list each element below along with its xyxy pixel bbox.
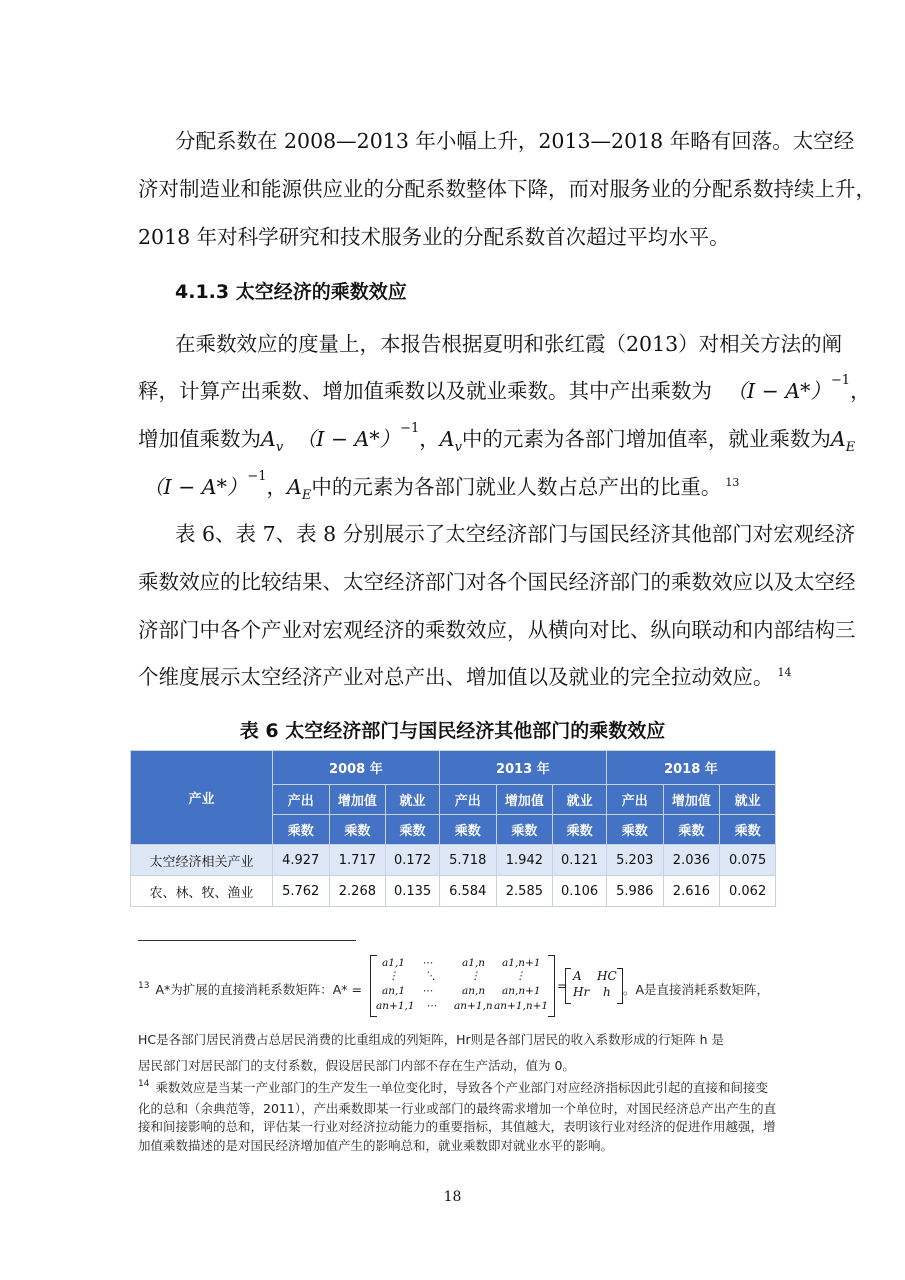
header-multiplier: 乘数 [720, 815, 776, 845]
matrix-entry: HC [597, 969, 617, 983]
av-subscript: v [454, 440, 462, 456]
header-multiplier: 乘数 [553, 815, 607, 845]
inverse-exponent: −1 [830, 373, 851, 388]
page-number: 18 [443, 1189, 462, 1205]
matrix-entry: an,1 [382, 985, 406, 997]
matrix-entry: A [573, 969, 582, 983]
para1-line3: 2018 年对科学研究和技术服务业的分配系数首次超过平均水平。 [138, 225, 730, 249]
header-output: 产出 [272, 785, 329, 815]
row-label: 农、林、牧、渔业 [131, 876, 273, 907]
para2-line3-text: 增加值乘数为 [138, 427, 261, 451]
ae-subscript: E [845, 440, 856, 456]
para2-line4 [143, 470, 739, 503]
table-cell: 0.062 [720, 876, 776, 907]
footnote-ref-13[interactable]: 13 [725, 476, 740, 489]
av-symbol: A [439, 427, 455, 451]
matrix-entry: a1,n [462, 957, 486, 969]
table-cell: 2.268 [329, 876, 386, 907]
comma: ， [419, 427, 440, 451]
value-added-formula: （I − A*） [295, 427, 401, 451]
header-value-added: 增加值 [496, 785, 553, 815]
table-cell: 5.762 [272, 876, 329, 907]
av-symbol: A [261, 427, 276, 451]
para1-line1: 分配系数在 2008—2013 年小幅上升，2013—2018 年略有回落。太空经 [175, 129, 855, 153]
para1-line2: 济对制造业和能源供应业的分配系数整体下降，而对服务业的分配系数持续上升， [138, 177, 876, 201]
para2-line2-text: 释，计算产出乘数、增加值乘数以及就业乘数。其中产出乘数为 [138, 379, 712, 403]
table-cell: 0.172 [386, 845, 440, 876]
ae-symbol: A [287, 475, 302, 499]
para3-line3: 济部门中各个产业对宏观经济的乘数效应，从横向对比、纵向联动和内部结构三 [138, 618, 856, 642]
para2-line4-text: 中的元素为各部门就业人数占总产出的比重。 [311, 475, 722, 499]
header-multiplier: 乘数 [663, 815, 720, 845]
matrix-entry: a1,n+1 [502, 957, 541, 969]
matrix-entry: ⋯ [422, 957, 433, 969]
footnote-number: 13 [138, 981, 150, 991]
table-row [131, 845, 776, 876]
inverse-exponent: −1 [400, 421, 420, 436]
header-year-2008: 2008 年 [272, 751, 439, 785]
av-subscript: v [275, 440, 284, 456]
table-cell: 2.036 [663, 845, 720, 876]
para2-line2 [138, 374, 871, 404]
matrix-entry: h [603, 985, 611, 999]
table-caption: 表 6 太空经济部门与国民经济其他部门的乘数效应 [239, 720, 666, 742]
para2-line1: 在乘数效应的度量上，本报告根据夏明和张红霞（2013）对相关方法的阐 [175, 332, 843, 356]
header-year-2013: 2013 年 [439, 751, 606, 785]
matrix-entry: Hr [573, 985, 590, 999]
comma: ， [850, 379, 871, 403]
header-output: 产出 [606, 785, 663, 815]
header-year-2018: 2018 年 [606, 751, 775, 785]
table-cell: 5.203 [606, 845, 663, 876]
header-value-added: 增加值 [663, 785, 720, 815]
header-output: 产出 [439, 785, 496, 815]
matrix-entry: ⋮ [515, 970, 526, 982]
para3-line2: 乘数效应的比较结果、太空经济部门对各个国民经济部门的乘数效应以及太空经 [138, 570, 856, 594]
matrix-entry: ⋱ [425, 970, 436, 982]
multiplier-table [130, 750, 776, 907]
header-multiplier: 乘数 [272, 815, 329, 845]
footnote-14-text: 乘数效应是当某一产业部门的生产发生一单位变化时，导致各个产业部门对应经济指标因此引起的直接和间接变化的总和（余典范等，2011），产出乘数即某一行业或部门的最终需求增加一个单位时，对国民经济总产出产生的直接和间接影响的总和，评估某一行业对经济拉动能力的重要指标，其值越大，表明该行业对经济的促进作用越强，增加值乘数描述的是对国民经济增加值产生的影响总和，就业乘数即对就业水平的影响。 [138, 1080, 777, 1153]
table-cell: 6.584 [439, 876, 496, 907]
output-multiplier-formula: （I − A*） [726, 379, 831, 403]
header-employment: 就业 [386, 785, 440, 815]
footnote-separator [138, 940, 356, 941]
footnote-13-lead-text: A*为扩展的直接消耗系数矩阵：A* = [155, 982, 363, 997]
matrix-entry: an+1,1 [376, 1000, 415, 1012]
para3-line4 [138, 660, 792, 690]
header-employment: 就业 [553, 785, 607, 815]
comma: ， [266, 475, 288, 499]
inverse-exponent: −1 [247, 469, 267, 484]
header-value-added: 增加值 [329, 785, 386, 815]
table-cell: 5.986 [606, 876, 663, 907]
table-cell: 2.585 [496, 876, 553, 907]
row-label: 太空经济相关产业 [131, 845, 273, 876]
matrix-entry: ⋮ [470, 970, 481, 982]
table-row [131, 876, 776, 907]
table-cell: 0.106 [553, 876, 607, 907]
table-cell: 4.927 [272, 845, 329, 876]
matrix-entry: an+1,n+1 [494, 1000, 549, 1012]
header-industry: 产业 [131, 751, 273, 845]
para3-line1: 表 6、表 7、表 8 分别展示了太空经济部门与国民经济其他部门对宏观经济 [175, 522, 856, 546]
partitioned-matrix [565, 968, 623, 1004]
matrix-equals: = [557, 978, 568, 993]
matrix-entry: an,n [462, 985, 486, 997]
footnote-number: 14 [138, 1079, 150, 1089]
header-multiplier: 乘数 [329, 815, 386, 845]
footnote-13-lead [138, 980, 362, 998]
para2-line3 [138, 422, 855, 455]
footnote-14 [138, 1079, 778, 1155]
matrix-entry: an,n+1 [502, 985, 541, 997]
ae-symbol: A [830, 427, 846, 451]
header-employment: 就业 [720, 785, 776, 815]
extended-coefficient-matrix [370, 955, 555, 1017]
footnote-13-line2: HC是各部门居民消费占总居民消费的比重组成的列矩阵，Hr则是各部门居民的收入系数形成的行矩阵 h 是 [138, 1032, 725, 1047]
header-multiplier: 乘数 [439, 815, 496, 845]
employment-formula: （I − A*） [143, 475, 248, 499]
matrix-entry: ⋯ [422, 985, 433, 997]
table-cell: 0.135 [386, 876, 440, 907]
matrix-left-bracket [565, 968, 571, 1004]
table-cell: 0.075 [720, 845, 776, 876]
footnote-13-tail: 。A是直接消耗系数矩阵， [623, 982, 770, 997]
para2-line3-mid: 中的元素为各部门增加值率，就业乘数为 [461, 427, 831, 451]
table-cell: 1.717 [329, 845, 386, 876]
matrix-entry: ⋯ [426, 1000, 437, 1012]
table-cell: 1.942 [496, 845, 553, 876]
matrix-entry: a1,1 [382, 957, 405, 969]
ae-subscript: E [301, 488, 312, 504]
matrix-entry: an+1,n [454, 1000, 493, 1012]
header-multiplier: 乘数 [386, 815, 440, 845]
matrix-entry: ⋮ [388, 970, 399, 982]
footnote-13-line3: 居民部门对居民部门的支付系数，假设居民部门内部不存在生产活动，值为 0。 [138, 1058, 575, 1073]
header-multiplier: 乘数 [496, 815, 553, 845]
table-cell: 2.616 [663, 876, 720, 907]
section-heading: 4.1.3 太空经济的乘数效应 [175, 281, 407, 303]
footnote-ref-14[interactable]: 14 [777, 666, 792, 679]
table-cell: 0.121 [553, 845, 607, 876]
para3-line4-text: 个维度展示太空经济产业对总产出、增加值以及就业的完全拉动效应。 [138, 665, 774, 689]
matrix-right-bracket [548, 955, 555, 1017]
header-multiplier: 乘数 [606, 815, 663, 845]
table-cell: 5.718 [439, 845, 496, 876]
